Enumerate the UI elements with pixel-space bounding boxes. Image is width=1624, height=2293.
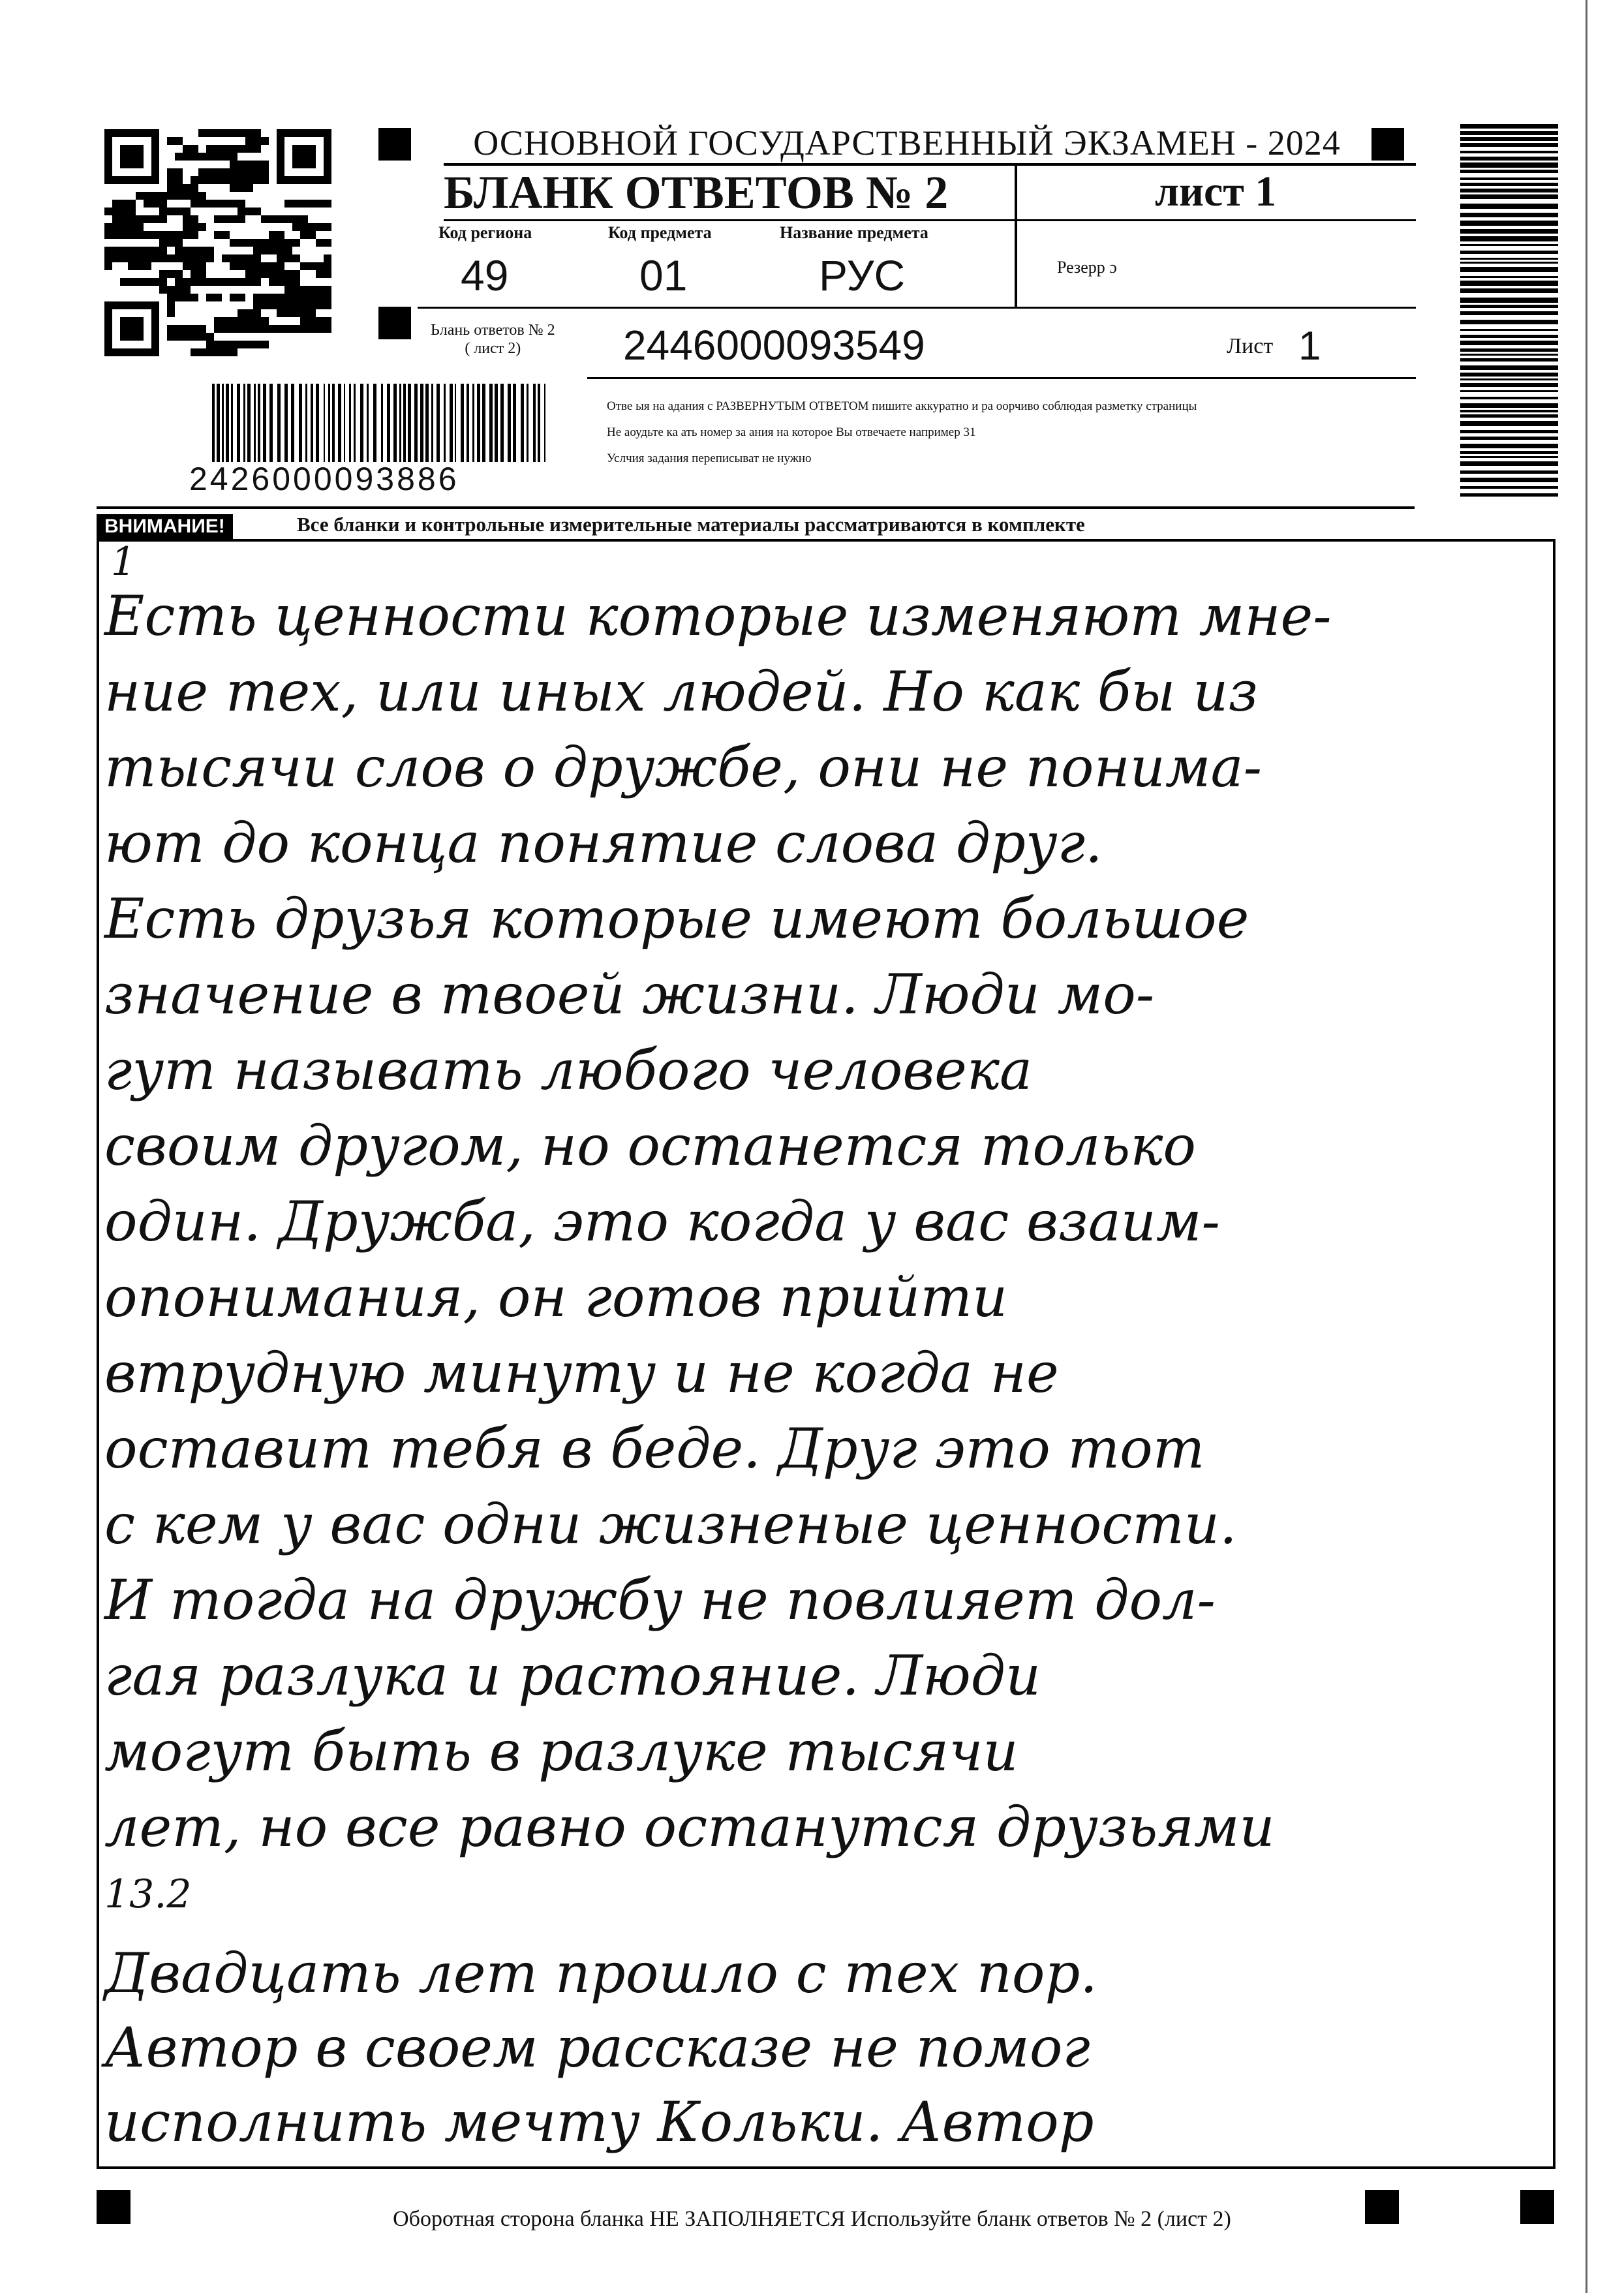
blank-title: БЛАНК ОТВЕТОВ № 2 — [444, 166, 949, 219]
region-label: Код региона — [438, 223, 532, 242]
instruction-line-2: Не аоудьте ка ать номер за ания на которое Вы отвечаете например 31 — [607, 425, 976, 439]
header-rule-3 — [587, 377, 1416, 379]
barcode-number: 2426000093886 — [189, 461, 459, 497]
subject-code-label: Код предмета — [608, 223, 712, 242]
list-label: Лист — [1227, 334, 1274, 358]
handwritten-line: И тогда на дружбу не повлияет дол- — [104, 1568, 1216, 1632]
handwritten-line: один. Дружба, это когда у вас взаим- — [104, 1190, 1220, 1254]
header-rule-2 — [418, 307, 1416, 309]
handwritten-line: гая разлука и растояние. Люди — [104, 1644, 1041, 1708]
instruction-line-1: Отве ыя на адания с РАЗВЕРНУТЫМ ОТВЕТОМ пишите аккуратно и ра оорчиво соблюдая разметку страницы — [607, 399, 1197, 413]
warning-badge: ВНИМАНИЕ! — [97, 514, 233, 539]
form-number: 2446000093549 — [623, 322, 925, 369]
handwritten-line: Есть ценности которые изменяют мне- — [104, 584, 1332, 648]
handwritten-line: с кем у вас одни жизненые ценности. — [104, 1492, 1237, 1556]
task-number-13-2: 13.2 — [104, 1871, 192, 1917]
reserve-label: Резерр ɔ — [1057, 258, 1117, 277]
sheet-title: лист 1 — [1155, 168, 1277, 215]
scan-edge-line — [1586, 0, 1587, 2293]
handwritten-line: Двадцать лет прошло с тех пор. — [104, 1941, 1097, 2005]
handwritten-line: втрудную минуту и не когда не — [104, 1341, 1059, 1405]
side-barcode — [1460, 124, 1558, 502]
registration-marker-top-right — [1371, 128, 1404, 161]
handwritten-line: лет, но все равно останутся друзьями — [104, 1795, 1275, 1859]
instruction-line-3: Услчия задания переписыват не нужно — [607, 452, 812, 465]
registration-marker-top-left — [378, 128, 411, 161]
form-label-line1: Ьлань ответов № 2 — [431, 322, 555, 339]
header-rule-1 — [444, 219, 1416, 221]
region-value: 49 — [461, 251, 509, 300]
handwritten-line: опонимания, он готов прийти — [104, 1265, 1008, 1329]
form-label — [431, 321, 555, 358]
form-label-line2: ( лист 2) — [465, 340, 521, 357]
handwritten-line: исполнить мечту Кольки. Автор — [104, 2090, 1094, 2154]
subject-name-value: РУС — [819, 251, 906, 300]
handwritten-line: ние тех, или иных людей. Но как бы из — [104, 660, 1259, 724]
handwritten-line: гут называть любого человека — [104, 1038, 1033, 1102]
barcode — [212, 384, 551, 462]
subject-name-label: Название предмета — [780, 223, 928, 242]
exam-title: ОСНОВНОЙ ГОСУДАРСТВЕННЫЙ ЭКЗАМЕН - 2024 — [473, 123, 1341, 162]
qr-code — [104, 129, 331, 356]
handwritten-line: ют до конца понятие слова друг. — [104, 811, 1103, 875]
handwritten-line: могут быть в разлуке тысячи — [104, 1719, 1019, 1783]
handwritten-line: своим другом, но останется только — [104, 1114, 1196, 1178]
list-number: 1 — [1298, 324, 1321, 369]
registration-marker-mid-left — [378, 307, 411, 339]
warning-text: Все бланки и контрольные измерительные материалы рассматриваются в комплекте — [297, 513, 1085, 536]
header-divider — [1015, 163, 1017, 307]
warning-rule — [97, 506, 1415, 509]
subject-code-value: 01 — [639, 251, 688, 300]
footer-note: Оборотная сторона бланка НЕ ЗАПОЛНЯЕТСЯ Используйте бланк ответов № 2 (лист 2) — [393, 2207, 1231, 2231]
handwritten-line: тысячи слов о дружбе, они не понима- — [104, 735, 1263, 799]
handwritten-line: оставит тебя в беде. Друг это тот — [104, 1417, 1205, 1481]
task-number-1: 1 — [111, 539, 136, 585]
handwritten-line: значение в твоей жизни. Люди мо- — [104, 962, 1155, 1026]
handwritten-line: Есть друзья которые имеют большое — [104, 887, 1249, 951]
handwritten-line: Автор в своем рассказе не помог — [104, 2016, 1090, 2080]
